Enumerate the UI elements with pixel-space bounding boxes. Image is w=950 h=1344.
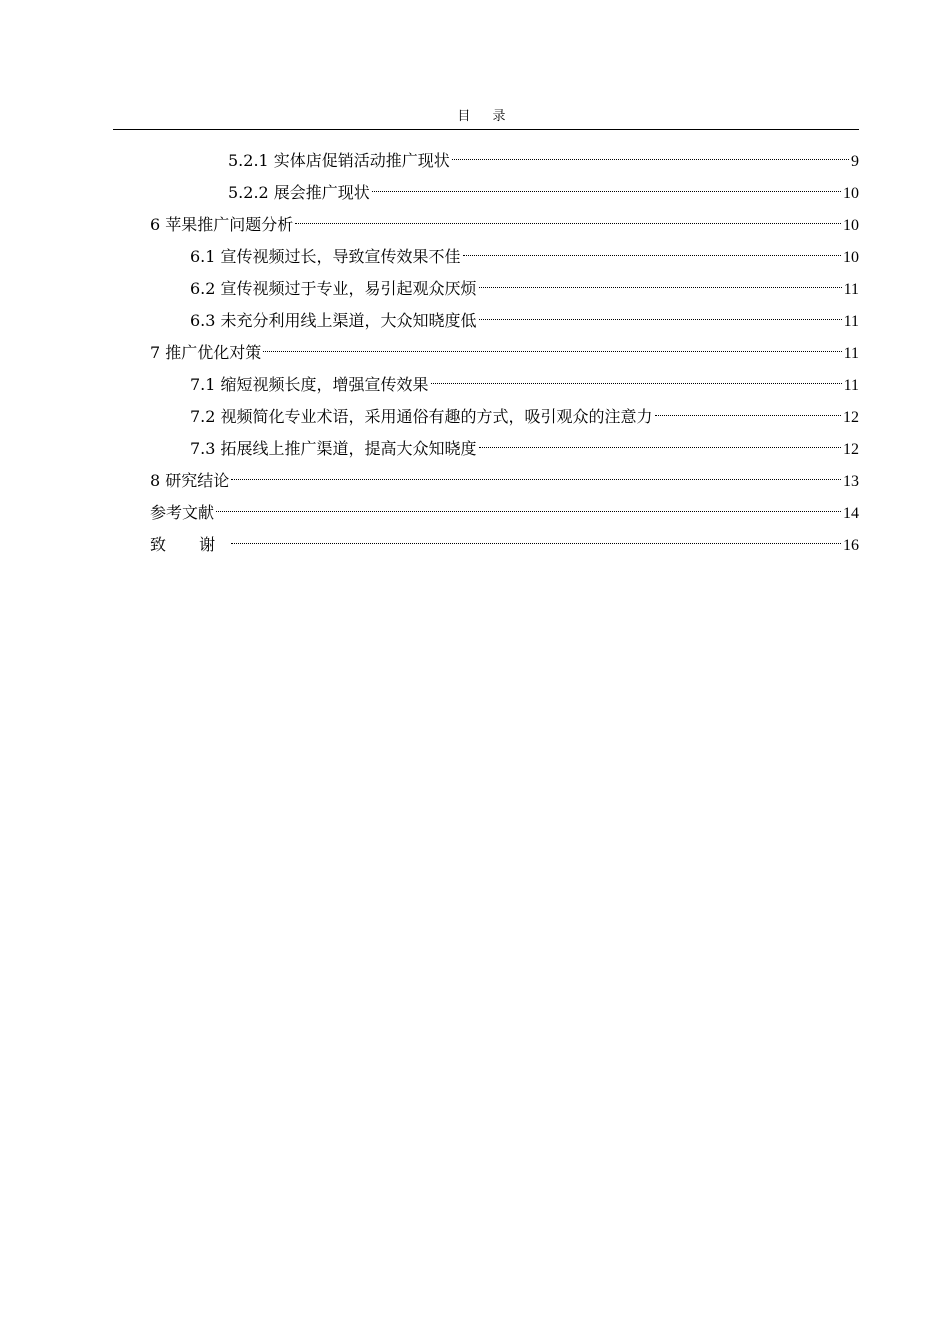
toc-dot-leader <box>431 368 842 390</box>
toc-entry[interactable] <box>190 368 859 394</box>
toc-entry-label: 5.2.1 实体店促销活动推广现状 <box>228 151 450 170</box>
toc-entry-label: 7 推广优化对策 <box>150 343 262 362</box>
page-header-title: 目 录 <box>457 109 515 124</box>
toc-entry[interactable] <box>190 400 859 426</box>
toc-entry[interactable] <box>228 176 859 202</box>
toc-entry-page: 10 <box>843 249 859 266</box>
toc-entry-page: 10 <box>843 185 859 202</box>
toc-entry-label: 参考文献 <box>150 503 215 522</box>
toc-dot-leader <box>231 464 841 486</box>
toc-entry-label: 7.1 缩短视频长度，增强宣传效果 <box>190 375 429 394</box>
toc-entry-label: 致 谢 <box>150 535 230 554</box>
toc-entry-page: 11 <box>843 313 859 330</box>
toc-dot-leader <box>231 528 841 550</box>
toc-entry-page: 14 <box>843 505 859 522</box>
toc-entry-page: 12 <box>843 409 859 426</box>
toc-entry[interactable] <box>150 496 859 522</box>
toc-entry-label: 7.2 视频简化专业术语，采用通俗有趣的方式，吸引观众的注意力 <box>190 407 653 426</box>
toc-entry[interactable] <box>228 144 859 170</box>
toc-entry-label: 6.3 未充分利用线上渠道，大众知晓度低 <box>190 311 477 330</box>
toc-entry-label: 7.3 拓展线上推广渠道，提高大众知晓度 <box>190 439 477 458</box>
toc-dot-leader <box>479 272 842 294</box>
toc-entry-label: 6.1 宣传视频过长，导致宣传效果不佳 <box>190 247 461 266</box>
toc-entry[interactable] <box>150 464 859 490</box>
toc-dot-leader <box>372 176 841 198</box>
toc-dot-leader <box>263 336 841 358</box>
toc-entry-page: 11 <box>843 377 859 394</box>
toc-entry-page: 9 <box>851 153 859 170</box>
toc-entry-page: 10 <box>843 217 859 234</box>
toc-dot-leader <box>479 304 842 326</box>
toc-dot-leader <box>216 496 841 518</box>
toc-entry[interactable] <box>150 336 859 362</box>
toc-dot-leader <box>655 400 841 422</box>
toc-entry-label: 5.2.2 展会推广现状 <box>228 183 370 202</box>
toc-entry-label: 6 苹果推广问题分析 <box>150 215 294 234</box>
toc-entry[interactable] <box>150 208 859 234</box>
toc-entry-page: 11 <box>843 281 859 298</box>
toc-entry-label: 8 研究结论 <box>150 471 230 490</box>
toc-entry[interactable] <box>190 240 859 266</box>
toc-entry-page: 12 <box>843 441 859 458</box>
toc-dot-leader <box>452 144 849 166</box>
toc-dot-leader <box>295 208 841 230</box>
toc-entry-page: 16 <box>843 537 859 554</box>
toc-entry[interactable] <box>190 432 859 458</box>
toc-entry[interactable] <box>190 304 859 330</box>
toc-entry-page: 11 <box>843 345 859 362</box>
toc-dot-leader <box>463 240 841 262</box>
toc-entry-page: 13 <box>843 473 859 490</box>
page-header <box>113 108 859 130</box>
toc-dot-leader <box>479 432 841 454</box>
toc-entry[interactable] <box>190 272 859 298</box>
toc-entry[interactable] <box>150 528 859 554</box>
toc-entry-label: 6.2 宣传视频过于专业，易引起观众厌烦 <box>190 279 477 298</box>
